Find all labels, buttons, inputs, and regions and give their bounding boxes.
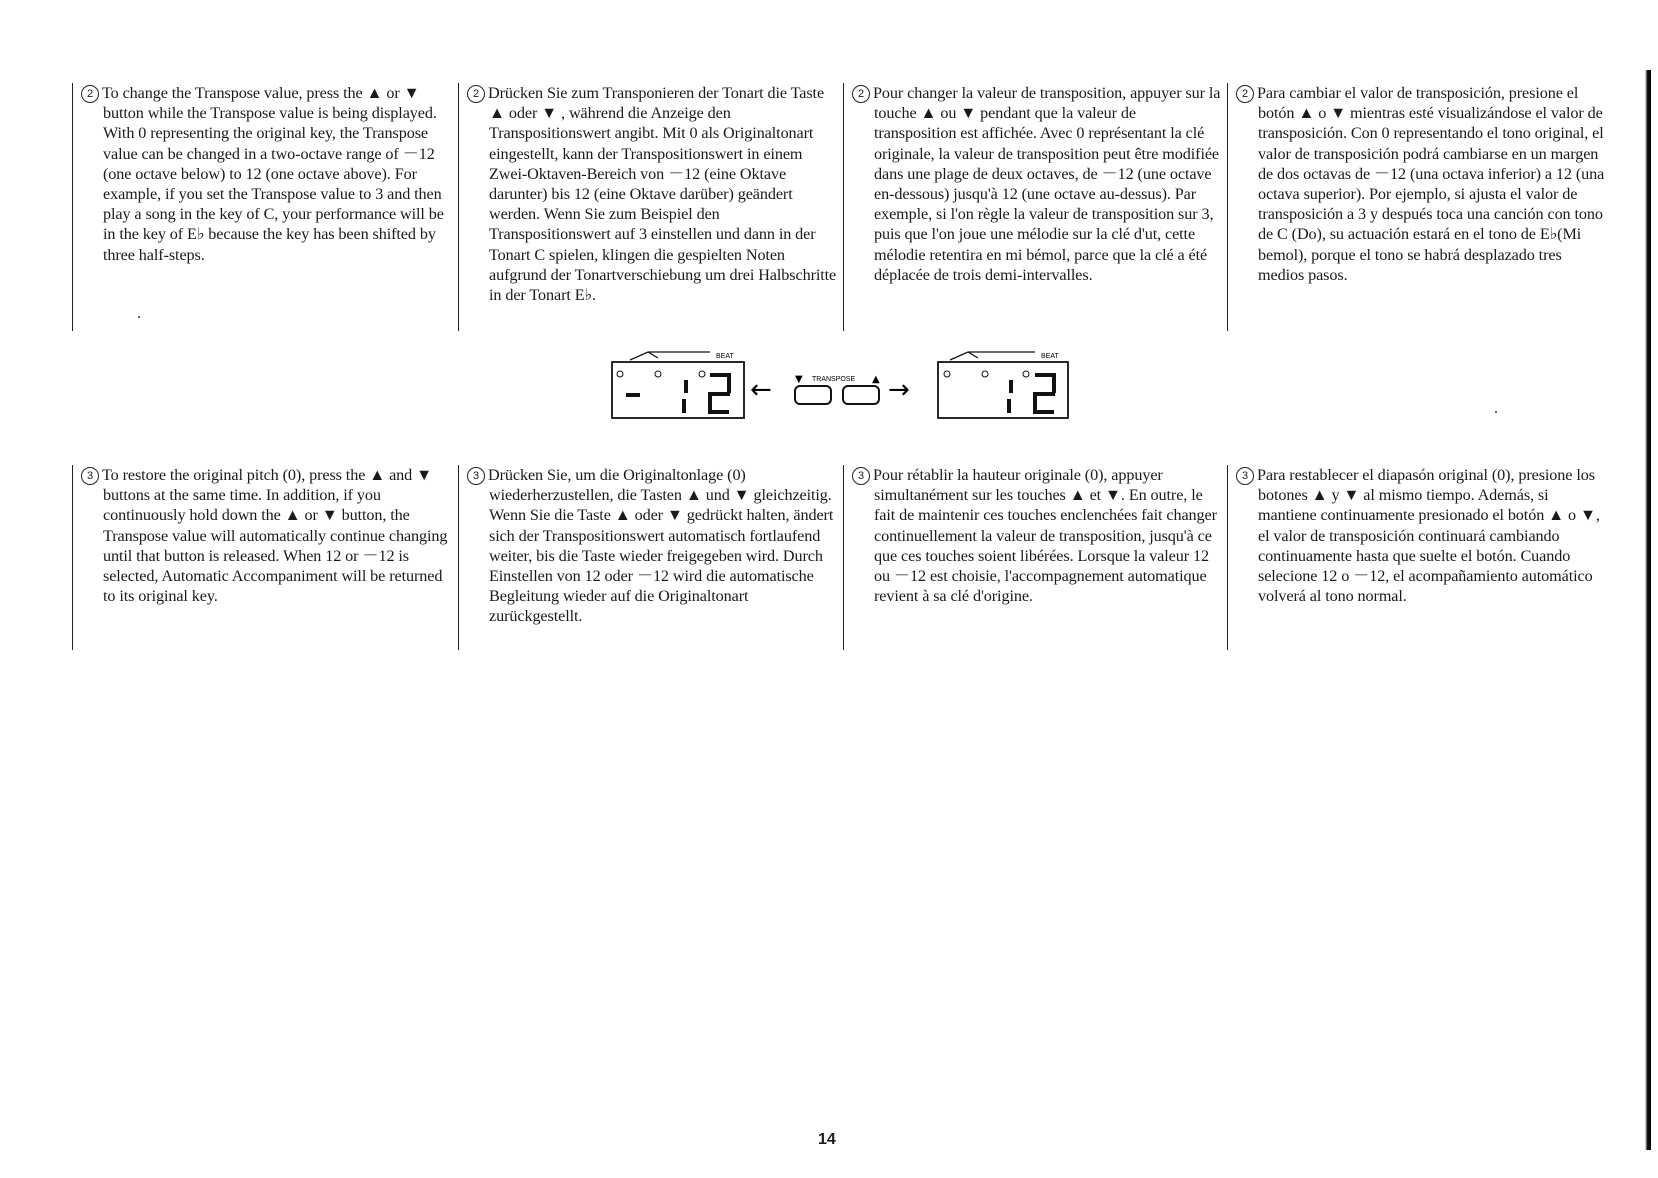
paragraph-text: To restore the original pitch (0), press the ▲ and ▼ buttons at the same time. In addition, if you continuously hold down the ▲ or ▼ button, the Transpose value will automatically continue changing until that button is released. When 12 or －12 is selected, Automatic Accompaniment will be returned to its original key. (102, 466, 448, 606)
left-led-display (612, 352, 744, 418)
transpose-diagram-svg (600, 350, 1080, 432)
minus-segment (626, 393, 640, 397)
right-arrow: → (888, 375, 910, 405)
step-number: 3 (852, 467, 870, 485)
up-symbol: ▲ (872, 374, 880, 385)
down-symbol: ▼ (795, 374, 803, 385)
transpose-buttons (795, 374, 880, 404)
step-number: 2 (81, 85, 99, 103)
step-number: 2 (852, 85, 870, 103)
column-es-top (1227, 83, 1605, 331)
beat-label-right: BEAT (1041, 353, 1059, 360)
paragraph (1236, 465, 1605, 606)
beat-label: BEAT (716, 353, 734, 360)
paragraph (81, 83, 454, 265)
column-de-top (458, 83, 838, 331)
step-number: 3 (1236, 467, 1254, 485)
paragraph-text: Drücken Sie zum Transponieren der Tonart die Taste ▲ oder ▼ , während die Anzeige den Transpositionswert angibt. Mit 0 als Originaltonart eingestellt, kann der Transpositionswert in einem Zwei-Oktaven-Bereich von －12 (eine Oktave darunter) bis 12 (eine Oktave darüber) geändert werden. Wenn Sie zum Beispiel den Transpositionswert auf 3 einstellen und dann in der Tonart C spielen, klingen die gespielten Noten aufgrund der Tonartverschiebung um drei Halbschritte in der Tonart E♭. (488, 84, 837, 305)
column-fr-top (843, 83, 1221, 331)
transpose-down-button[interactable] (795, 386, 831, 404)
scan-speck (1495, 411, 1497, 413)
paragraph-text: To change the Transpose value, press the ▲ or ▼ button while the Transpose value is being displayed. With 0 representing the original key, the Transpose value can be changed in a two-octave range of －12 (one octave below) to 12 (one octave above). For example, if you set the Transpose value to 3 and then play a song in the key of C, your performance will be in the key of E♭ because the key has been shifted by three half-steps. (102, 84, 444, 264)
left-arrow: ← (750, 375, 772, 405)
paragraph-text: Pour rétablir la hauteur originale (0), appuyer simultanément sur les touches ▲ et ▼. En outre, le fait de maintenir ces touches enclenchées fait changer continuellement la valeur de transposition, jusqu'à ce que ces touches soient libérées. Lorsque la valeur 12 ou －12 est choisie, l'accompagnement automatique revient à sa clé d'origine. (873, 466, 1217, 606)
paragraph (467, 83, 838, 305)
paragraph-text: Drücken Sie, um die Originaltonlage (0) wiederherzustellen, die Tasten ▲ und ▼ gleichzeitig. Wenn Sie die Taste ▲ oder ▼ gedrückt halten, ändert sich der Transpositionswert automatisch fortlaufend weiter, bis die Taste wieder freigegeben wird. Durch Einstellen von 12 oder －12 wird die automatische Begleitung wieder auf die Originaltonart zurückgestellt. (488, 466, 834, 626)
step-number: 3 (81, 467, 99, 485)
paragraph (467, 465, 838, 627)
paragraph-text: Para restablecer el diapasón original (0), presione los botones ▲ y ▼ al mismo tiempo. Además, si mantiene continuamente presionado el botón ▲ o ▼, el valor de transposición continuará cambiando continuamente hasta que suelte el botón. Cuando selecione 12 o －12, el acompañamiento automático volverá al tono normal. (1257, 466, 1600, 606)
paragraph (852, 465, 1221, 606)
step-number: 2 (1236, 85, 1254, 103)
right-led-display (938, 352, 1068, 418)
paragraph-text: Para cambiar el valor de transposición, presione el botón ▲ o ▼ mientras esté visualizándose el valor de transposición. Con 0 representando el tono original, el valor de transposición podrá cambiarse en un margen de dos octavas de －12 (una octava inferior) a 12 (una octava superior). Por ejemplo, si ajusta el valor de transposición a 3 y después toca una canción con tono de C (Do), su actuación estará en el tono de E♭(Mi bemol), porque el tono se habrá desplazado tres medios pasos. (1257, 84, 1605, 284)
paragraph (852, 83, 1221, 285)
page-number: 14 (818, 1131, 836, 1148)
paragraph-text: Pour changer la valeur de transposition, appuyer sur la touche ▲ ou ▼ pendant que la valeur de transposition est affichée. Avec 0 représentant la clé originale, la valeur de transposition peut être modifiée dans une plage de deux octaves, de －12 (une octave en-dessous) jusqu'à 12 (une octave au-dessus). Par exemple, si l'on règle la valeur de transposition sur 3, puis que l'on joue une mélodie sur la clé d'ut, cette mélodie retentira en mi bémol, parce que la clé a été déplacée de trois demi-intervalles. (873, 84, 1221, 284)
column-es-bottom (1227, 465, 1605, 650)
paragraph (1236, 83, 1605, 285)
column-de-bottom (458, 465, 838, 650)
page-edge-shadow (1645, 70, 1651, 1150)
column-en-top (72, 83, 454, 331)
step-number: 3 (467, 467, 485, 485)
scan-speck (138, 316, 140, 318)
step-number: 2 (467, 85, 485, 103)
paragraph (81, 465, 454, 606)
transpose-diagram (600, 350, 1080, 432)
column-en-bottom (72, 465, 454, 650)
column-fr-bottom (843, 465, 1221, 650)
transpose-up-button[interactable] (843, 386, 879, 404)
transpose-label: TRANSPOSE (812, 376, 856, 383)
